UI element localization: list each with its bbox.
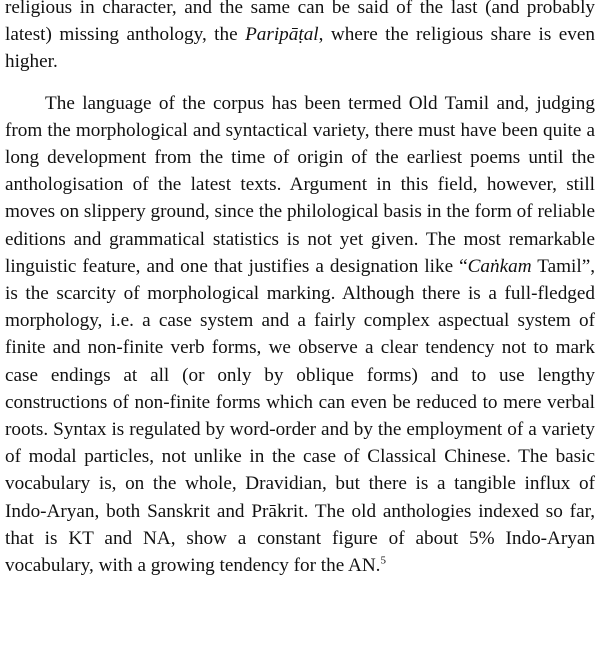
footnote-marker: 5 [380, 554, 386, 567]
paragraph-language-of-corpus [5, 90, 595, 580]
text-segment: The language of the corpus has been termed Old Tamil and, judging from the morphological and syntactical variety, there must have been quite a long development from the time of origin of the earliest poems until the anthologisation of the latest texts. Argument in this field, however, still moves on slippery ground, since the philological basis in the form of reliable editions and grammatical statistics is not yet given. The most remarkable linguistic feature, and one that justifies a designation like “ [5, 92, 595, 277]
italic-term-cankam: Caṅkam [467, 255, 532, 277]
italic-term-paripatal: Paripāṭal [245, 24, 319, 46]
text-segment: religious in character, and the same can be said of the last (and probably latest) missing anthology, the [5, 0, 595, 46]
paragraph-religious-share [5, 0, 595, 76]
text-segment: Tamil”, is the scarcity of morphological marking. Although there is a full-fledged morphology, i.e. a case system and a fairly complex aspectual system of finite and non-finite verb forms, we observe a clear tendency not to mark case endings at all (or only by oblique forms) and to use lengthy constructions of non-finite forms which can even be reduced to mere verbal roots. Syntax is regulated by word-order and by the employment of a variety of modal particles, not unlike in the case of Classical Chinese. The basic vocabulary is, on the whole, Dravidian, but there is a tangible influx of Indo-Aryan, both Sanskrit and Prākrit. The old anthologies indexed so far, that is KT and NA, show a constant figure of about 5% Indo-Aryan vocabulary, with a growing tendency for the AN. [5, 255, 596, 577]
text-segment: , where the religious share is even higher. [5, 24, 595, 73]
